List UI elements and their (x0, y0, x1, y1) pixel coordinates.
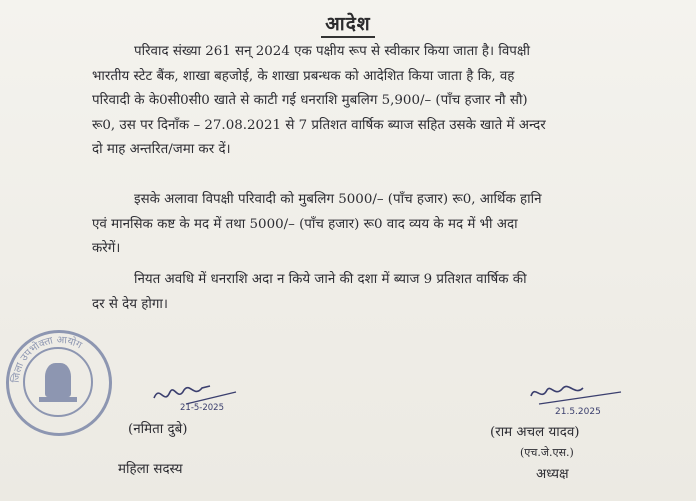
left-signatory-role: महिला सदस्य (118, 462, 183, 477)
signature-left-date: 21-5-2025 (180, 403, 224, 412)
paragraph-line: दो माह अन्तरित/जमा कर दें। (92, 142, 231, 157)
right-signatory-name: (राम अचल यादव) (490, 425, 580, 440)
paragraph-line: नियत अवधि में धनराशि अदा न किये जाने की दशा में ब्याज 9 प्रतिशत वार्षिक की (134, 272, 527, 287)
left-signatory-name: (नमिता दुबे) (128, 422, 188, 437)
paragraph-interest-default (92, 268, 637, 317)
paragraph-line: परिवादी के के0सी0सी0 खाते से काटी गई धनराशि मुबलिग 5,900/– (पाँच हजार नौ सौ) (92, 93, 528, 108)
heading-text: आदेश (321, 13, 374, 38)
commission-seal (6, 330, 112, 436)
paragraph-line: एवं मानसिक कष्ट के मद में तथा 5000/– (पाँच हजार) रू0 वाद व्यय के मद में भी अदा (92, 216, 518, 232)
right-signatory-qualification: (एच.जे.एस.) (520, 446, 574, 459)
right-signatory-role: अध्यक्ष (536, 467, 569, 482)
paragraph-line: रू0, उस पर दिनाँक – 27.08.2021 से 7 प्रतिशत वार्षिक ब्याज सहित उसके खाते में अन्दर (92, 117, 546, 133)
signature-left-icon (150, 378, 240, 412)
paragraph-line: परिवाद संख्या 261 सन् 2024 एक पक्षीय रूप से स्वीकार किया जाता है। विपक्षी (134, 44, 530, 59)
signature-right-date: 21.5.2025 (555, 407, 601, 417)
paragraph-order-main (92, 40, 637, 163)
paragraph-line: भारतीय स्टेट बैंक, शाखा बहजोई, के शाखा प्रबन्धक को आदेशित किया जाता है कि, वह (92, 68, 515, 84)
document-heading (0, 10, 696, 36)
seal-text: जिला उपभोक्ता आयोग (10, 334, 84, 384)
national-emblem-icon (45, 363, 71, 397)
paragraph-line: करेगें। (92, 241, 121, 256)
paragraph-compensation (92, 188, 637, 262)
emblem-base (39, 397, 77, 402)
paragraph-line: इसके अलावा विपक्षी परिवादी को मुबलिग 5000/– (पाँच हजार) रू0, आर्थिक हानि (134, 192, 542, 207)
signature-right-icon (525, 382, 630, 418)
paragraph-line: दर से देय होगा। (92, 296, 168, 312)
